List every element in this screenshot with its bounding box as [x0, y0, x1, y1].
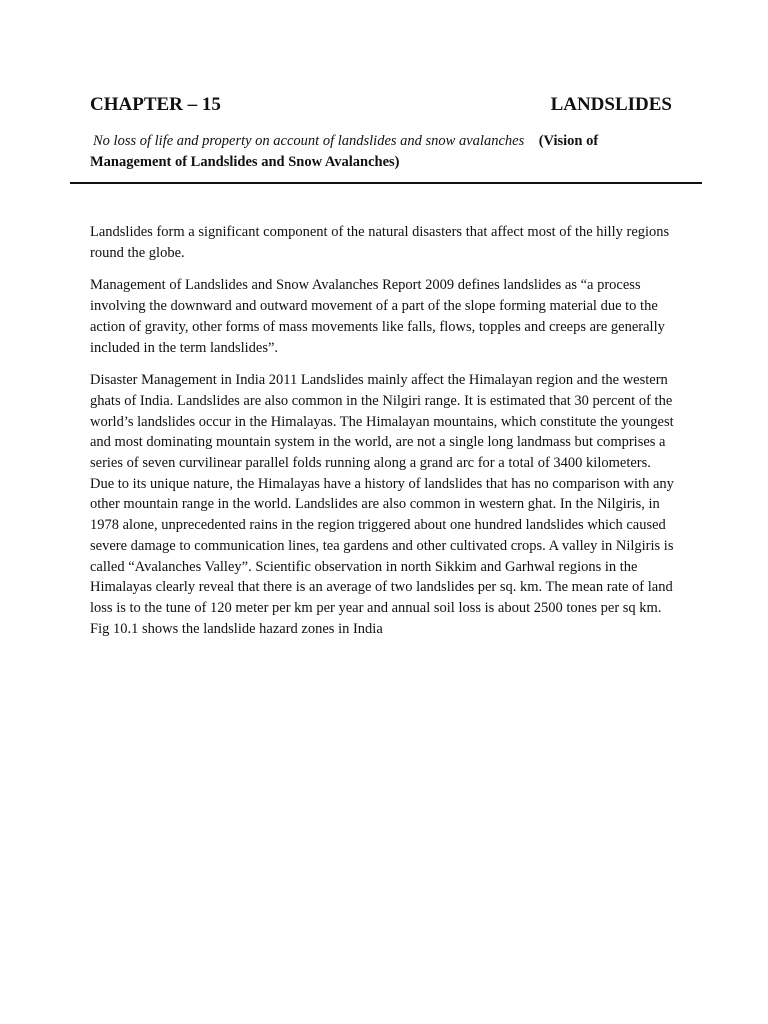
vision-quote: No loss of life and property on account of landslides and snow avalanches — [93, 133, 525, 149]
vision-statement — [90, 131, 670, 173]
vision-source: (Vision of Management of Landslides and Snow Avalanches) — [90, 133, 599, 170]
chapter-number: CHAPTER – 15 — [90, 94, 221, 115]
paragraph: Disaster Management in India 2011 Landslides mainly affect the Himalayan region and the western ghats of India. Landslides are also common in the Nilgiri range. It is estimated that 30 percent of the world’s landslides occur in the Himalayas. The Himalayan mountains, which constitute the youngest and most dominating mountain system in the world, are not a single long landmass but comprises a series of seven curvilinear parallel folds running along a grand arc for a total of 3400 kilometers. Due to its unique nature, the Himalayas have a history of landslides that has no comparison with any other mountain range in the world. Landslides are also common in western ghat. In the Nilgiris, in 1978 alone, unprecedented rains in the region triggered about one hundred landslides which caused severe damage to communication lines, tea gardens and other cultivated crops. A valley in Nilgiris is called “Avalanches Valley”. Scientific observation in north Sikkim and Garhwal regions in the Himalayas clearly reveal that there is an average of two landslides per sq. km. The mean rate of land loss is to the tune of 120 meter per km per year and annual soil loss is about 2500 tones per sq km. Fig 10.1 shows the landslide hazard zones in India — [90, 372, 674, 637]
paragraph: Landslides form a significant component of the natural disasters that affect most of the hilly regions round the globe. — [90, 224, 670, 261]
header-divider — [70, 182, 702, 184]
chapter-title: LANDSLIDES — [550, 94, 672, 115]
paragraph: Management of Landslides and Snow Avalanches Report 2009 defines landslides as “a process involving the downward and outward movement of a part of the slope forming material due to the action of gravity, other forms of mass movements like falls, flows, topples and creeps are generally included in the term landslides”. — [90, 277, 665, 356]
body-text — [90, 222, 676, 651]
chapter-header — [90, 92, 672, 120]
